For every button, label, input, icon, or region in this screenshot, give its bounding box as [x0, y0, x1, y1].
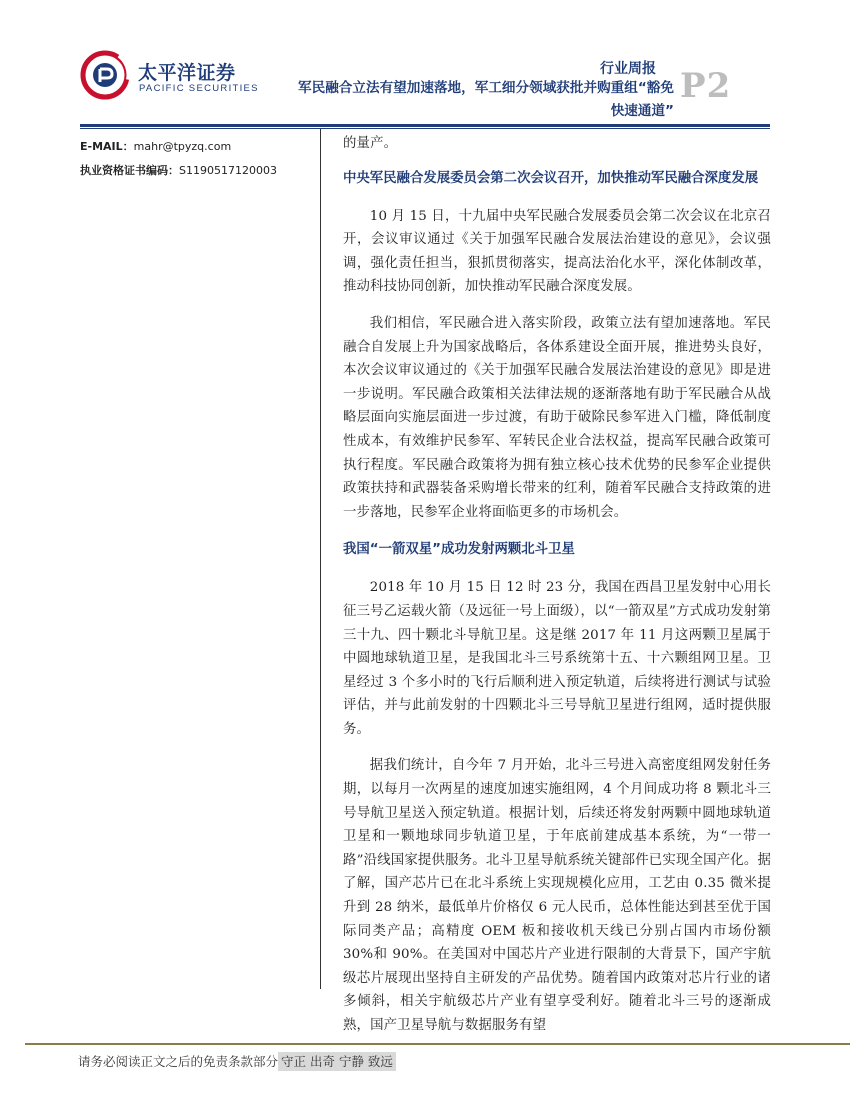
email-label: E-MAIL： — [80, 140, 134, 153]
logo-english-name: PACIFIC SECURITIES — [139, 83, 259, 94]
header-rule-thin — [80, 128, 770, 129]
pacific-securities-logo-icon — [80, 46, 136, 102]
footer-motto: 守正 出奇 宁静 致远 — [278, 1052, 396, 1071]
report-title — [250, 77, 674, 123]
certificate-row — [80, 162, 315, 186]
page-number: P2 — [680, 66, 732, 106]
report-type: 行业周报 — [600, 61, 656, 77]
report-title-line-1: 军民融合立法有望加速落地，军工细分领域获批并购重组“豁免 — [298, 80, 674, 96]
paragraph-beidou-stats: 据我们统计，自今年 7 月开始，北斗三号进入高密度组网发射任务期，以每月一次两星的速度加速实施组网，4 个月间成功将 8 颗北斗三号导航卫星送入预定轨道。根据计划，后续还将发射两颗中圆地球轨道卫星和一颗地球同步轨道卫星，于年底前建成基本系统，为“一带一路”沿线国家提供服务。北斗卫星导航系统关键部件已实现全国产化。据了解，国产芯片已在北斗系统上实现规模化应用，工艺由 0.35 微米提升到 28 纳米，最低单片价格仅 6 元人民币，总体性能达到甚至优于国际同类产品；高精度 OEM 板和接收机天线已分别占国内市场份额 30%和 90%。在美国对中国芯片产业进行限制的大背景下，国产宇航级芯片展现出坚持自主研发的产品优势。随着国内政策对芯片行业的诸多倾斜，相关宇航级芯片产业有望享受利好。随着北斗三号的逐渐成熟，国产卫星导航与数据服务有望 — [343, 758, 771, 1033]
section-heading-beidou-launch: 我国“一箭双星”成功发射两颗北斗卫星 — [343, 542, 575, 558]
report-title-line-2: 快速通道” — [610, 103, 674, 119]
paragraph-meeting: 10 月 15 日，十九届中央军民融合发展委员会第二次会议在北京召开，会议审议通过《关于加强军民融合发展法治建设的意见》，会议强调，强化责任担当，狠抓贯彻落实，提高法治化水平，深化体制改革，推动科技协同创新，加快推动军民融合深度发展。 — [343, 208, 771, 295]
certificate-number: S1190517120003 — [179, 164, 277, 177]
certificate-label: 执业资格证书编码： — [80, 164, 179, 177]
footer — [78, 1052, 396, 1070]
analyst-info — [80, 138, 315, 186]
report-body — [343, 132, 771, 1038]
logo-chinese-name: 太平洋证券 — [138, 62, 236, 84]
section-heading-military-civil-fusion: 中央军民融合发展委员会第二次会议召开，加快推动军民融合深度发展 — [343, 170, 759, 186]
email-row — [80, 138, 315, 162]
column-divider — [320, 129, 321, 989]
paragraph-launch: 2018 年 10 月 15 日 12 时 23 分，我国在西昌卫星发射中心用长征三号乙运载火箭（及远征一号上面级），以“一箭双星”方式成功发射第三十九、四十颗北斗导航卫星。这是继 2017 年 11 月这两颗卫星属于中圆地球轨道卫星，是我国北斗三号系统第十五、十六颗组网卫星。卫星经过 3 个多小时的飞行后顺利进入预定轨道，后续将进行测试与试验评估，并与此前发射的十四颗北斗三号导航卫星进行组网，适时提供服务。 — [343, 580, 771, 737]
footer-rule — [25, 1043, 850, 1045]
email-link[interactable]: mahr@tpyzq.com — [133, 140, 232, 153]
company-logo — [80, 46, 259, 102]
paragraph-continued: 的量产。 — [343, 136, 398, 151]
header-rule — [80, 124, 770, 127]
paragraph-analysis: 我们相信，军民融合进入落实阶段，政策立法有望加速落地。军民融合自发展上升为国家战略后，各体系建设全面开展，推进势头良好，本次会议审议通过的《关于加强军民融合发展法治建设的意见》即是进一步说明。军民融合政策相关法律法规的逐渐落地有助于军民融合从战略层面向实施层面进一步过渡，有助于破除民参军进入门槛，降低制度性成本，有效维护民参军、军转民企业合法权益，提高军民融合政策可执行程度。军民融合政策将为拥有独立核心技术优势的民参军企业提供政策扶持和武器装备采购增长带来的红利，随着军民融合支持政策的进一步落地，民参军企业将面临更多的市场机会。 — [343, 315, 771, 520]
footer-disclaimer: 请务必阅读正文之后的免责条款部分 — [78, 1054, 279, 1069]
